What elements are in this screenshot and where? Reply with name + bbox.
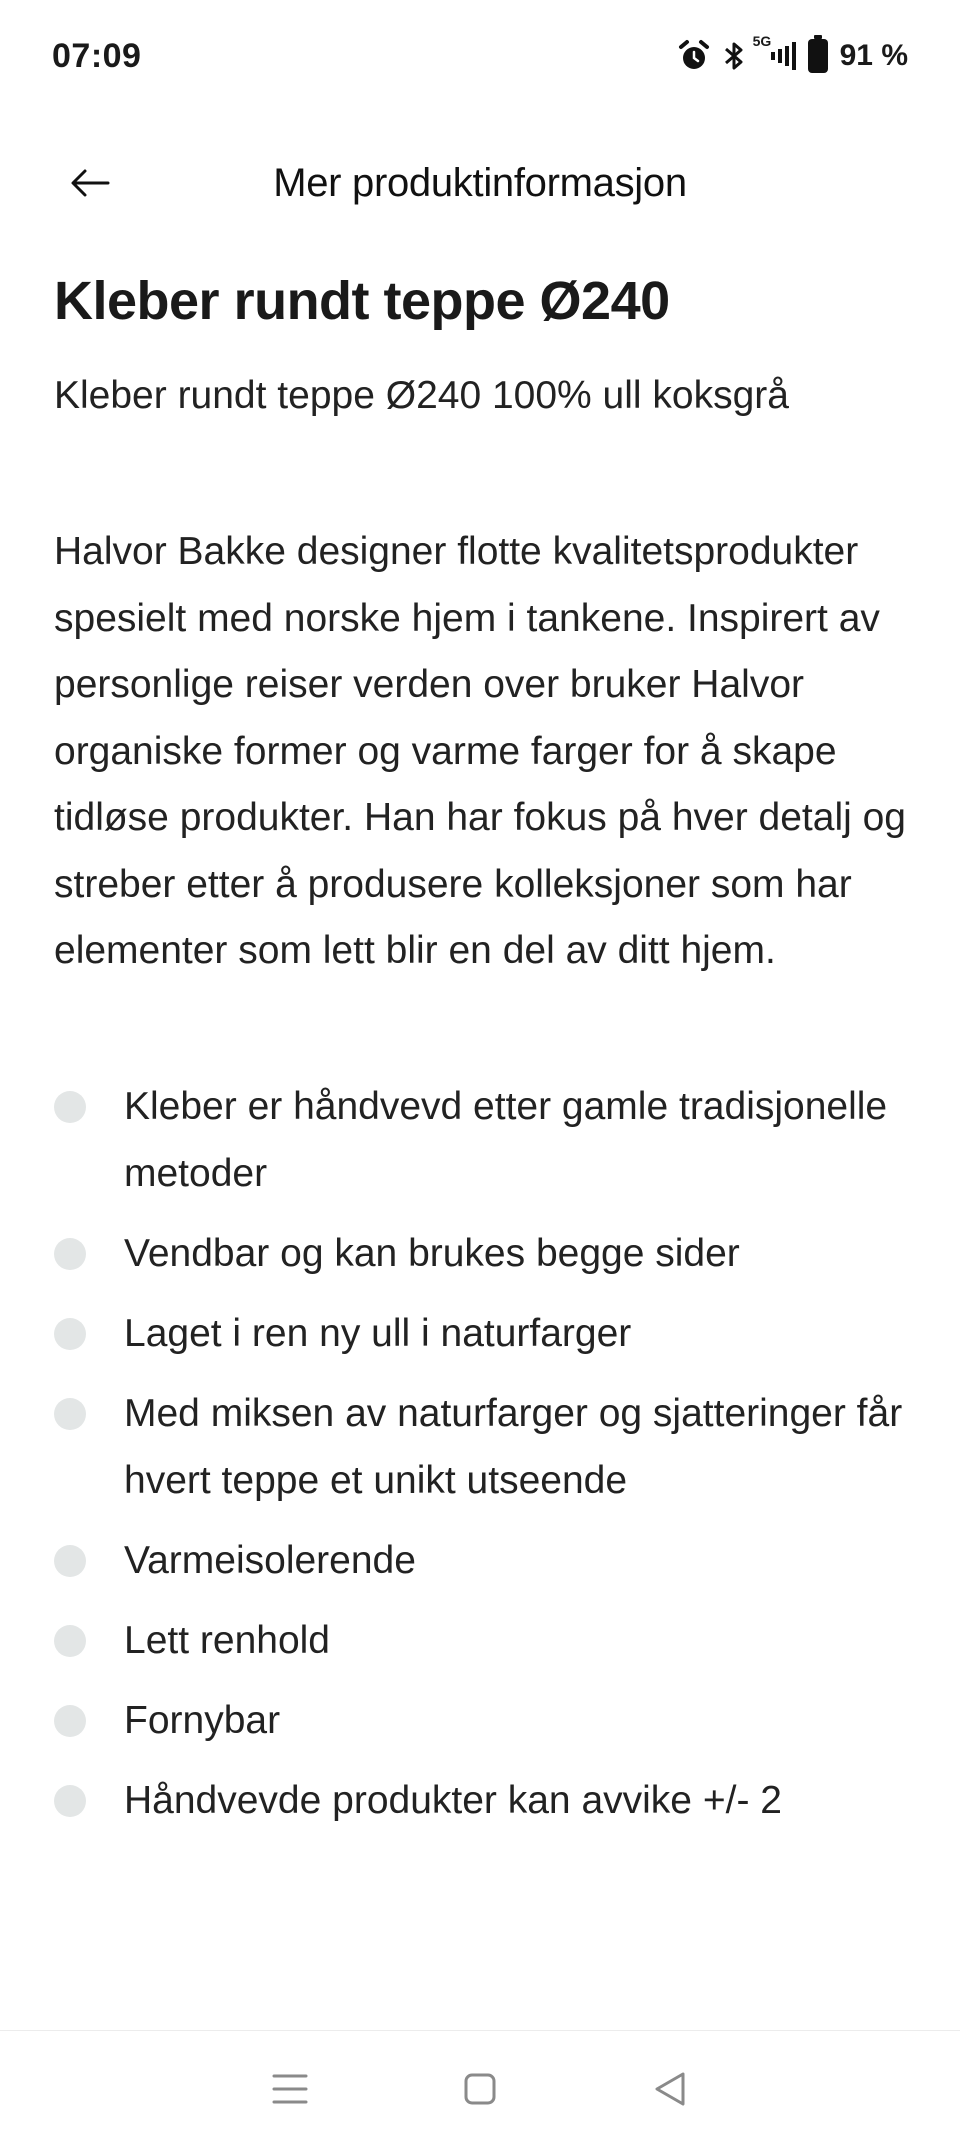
bullet-icon [54,1318,86,1350]
feature-item: Fornybar [54,1687,914,1754]
app-bar [0,140,960,226]
feature-item: Laget i ren ny ull i naturfarger [54,1300,914,1367]
feature-item: Varmeisolerende [54,1527,914,1594]
product-subtitle: Kleber rundt teppe Ø240 100% ull koksgrå [54,374,789,417]
system-nav-bar [0,2030,960,2147]
status-icons [677,33,908,73]
network-label: 5G [752,33,772,49]
battery-icon [808,39,828,73]
bullet-icon [54,1625,86,1657]
bullet-icon [54,1785,86,1817]
feature-list [54,1073,914,1834]
menu-icon [271,2072,309,2106]
page-title: Mer produktinformasjon [273,160,687,205]
feature-item: Kleber er håndvevd etter gamle tradisjonelle metoder [54,1073,914,1207]
bullet-icon [54,1705,86,1737]
bluetooth-icon [723,40,745,72]
feature-item: Vendbar og kan brukes begge sider [54,1220,914,1287]
product-info [54,262,914,1847]
signal-icon [752,33,796,71]
bullet-icon [54,1545,86,1577]
status-time: 07:09 [52,36,142,75]
recent-apps-button[interactable] [260,2059,320,2119]
product-title: Kleber rundt teppe Ø240 [54,271,670,331]
bullet-icon [54,1398,86,1430]
status-bar [0,0,960,112]
battery-percent: 91 % [839,39,908,72]
feature-item: Lett renhold [54,1607,914,1674]
feature-item: Håndvevde produkter kan avvike +/- 2 [54,1767,914,1834]
arrow-left-icon [70,168,110,198]
home-square-icon [463,2072,497,2106]
alarm-icon [677,39,711,73]
home-button[interactable] [450,2059,510,2119]
bullet-icon [54,1091,86,1123]
feature-item: Med miksen av naturfarger og sjatteringer får hvert teppe et unikt utseende [54,1380,914,1514]
product-description: Halvor Bakke designer flotte kvalitetsprodukter spesielt med norske hjem i tankene. Inspirert av personlige reiser verden over bruker Halvor organiske former og varme farger for å skape tidløse produkter. Han har fokus på hver detalj og streber etter å produsere kolleksjoner som har elementer som lett blir en del av ditt hjem. [54,530,906,972]
back-triangle-icon [653,2071,687,2107]
bullet-icon [54,1238,86,1270]
system-back-button[interactable] [640,2059,700,2119]
back-button[interactable] [60,156,120,210]
